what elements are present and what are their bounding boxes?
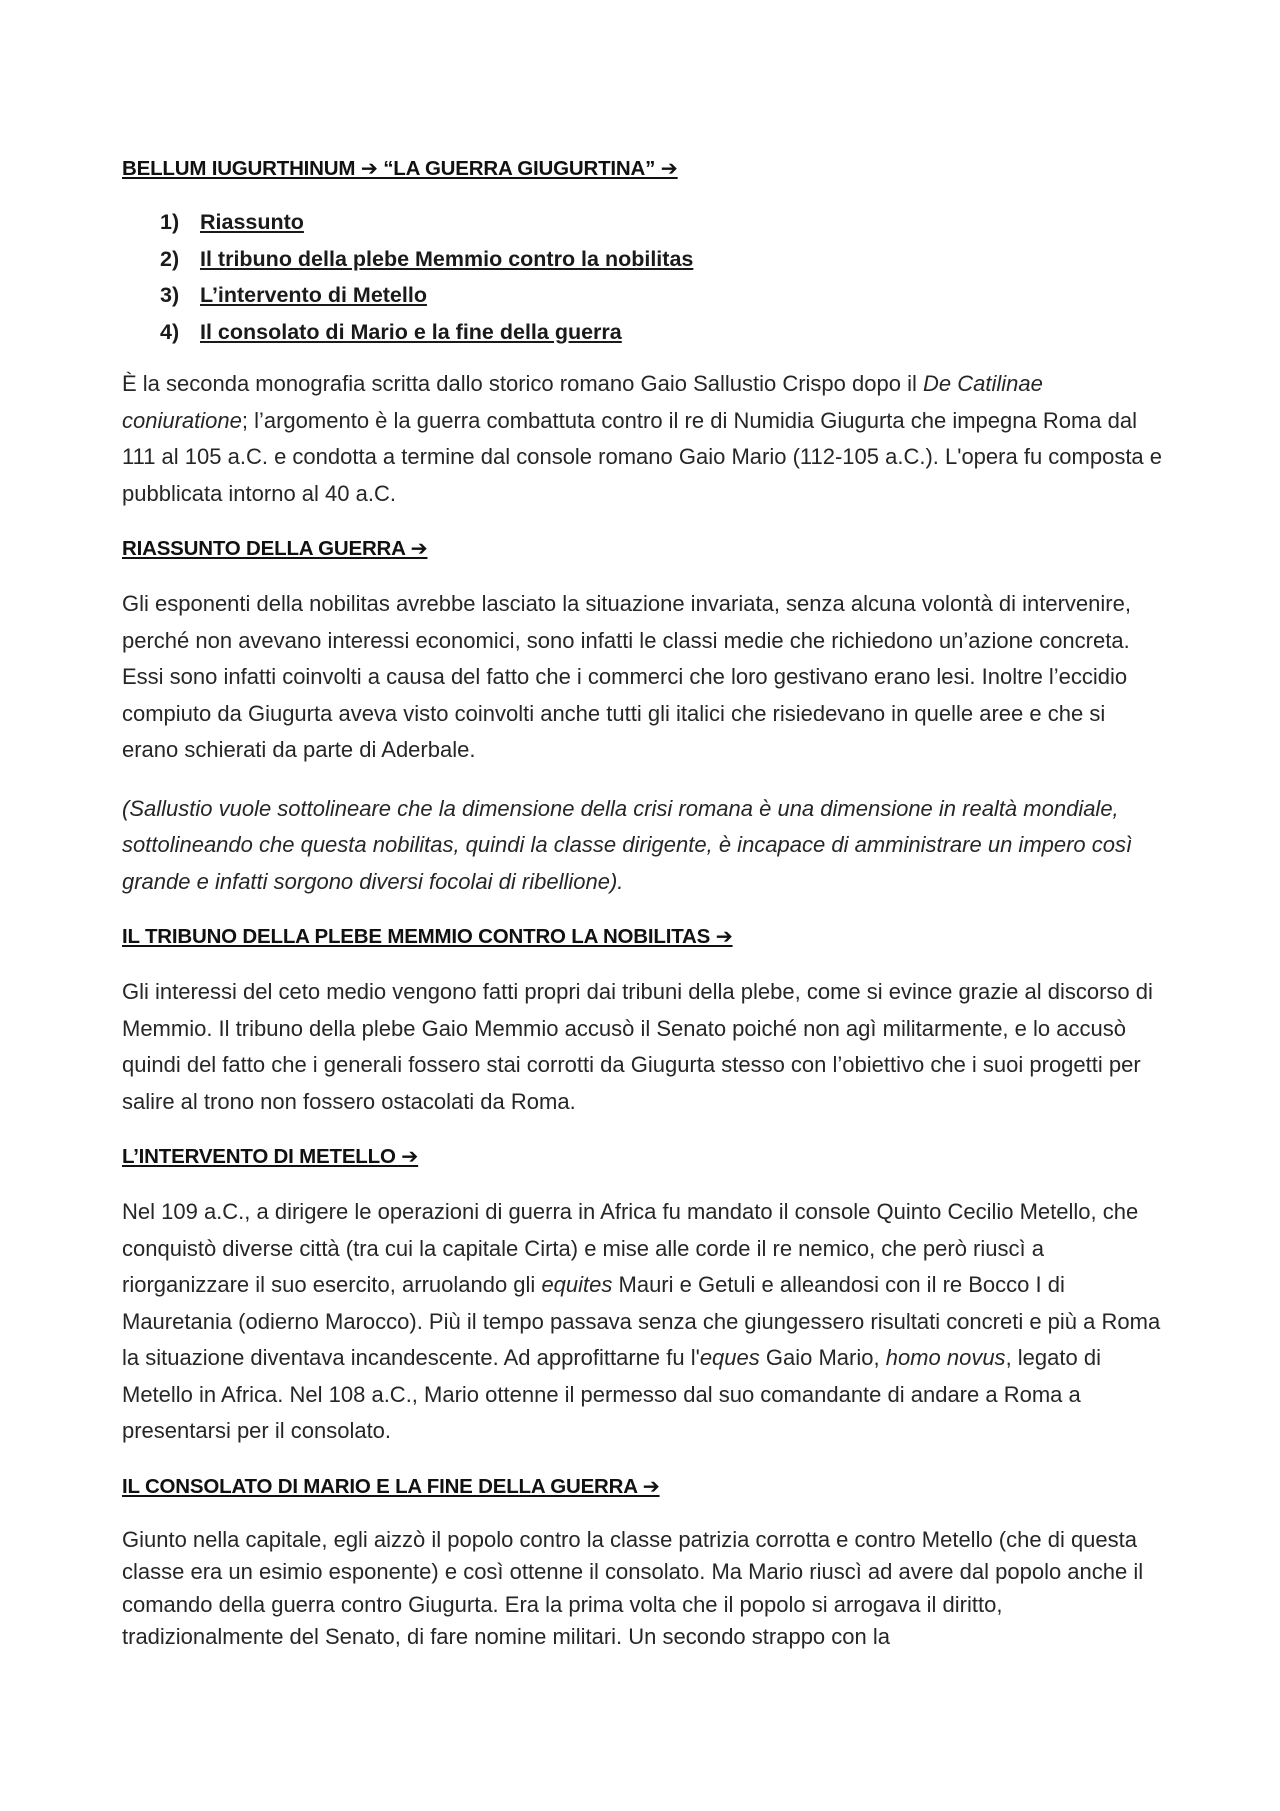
metello-text-2: Mauri e Getuli e alleandosi con il re Bocco I di Mauretania (odierno Marocco). Più il tempo passava senza che giungessero risultati concreti e più a Roma la situazione diventava incandescente. Ad approfittarne fu l' [122,1272,1161,1370]
toc-item-1 [160,204,1162,241]
intro-work-title: De Catilinae coniuratione [122,371,1043,433]
intro-text-2: ; l’argomento è la guerra combattuta contro il re di Numidia Giugurta che impegna Roma dal 111 al 105 a.C. e condotta a termine dal console romano Gaio Mario (112-105 a.C.). L'opera fu composta e pubblicata intorno al 40 a.C. [122,407,1163,506]
toc-number: 2) [160,246,180,271]
section-heading-tribuno: IL TRIBUNO DELLA PLEBE MEMMIO CONTRO LA NOBILITAS ➔ [122,925,733,948]
toc-number: 4) [160,319,180,344]
riassunto-note: (Sallustio vuole sottolineare che la dimensione della crisi romana è una dimensione in realtà mondiale, sottolineando che questa nobilitas, quindi la classe dirigente, è incapace di amministrare un impero così grande e infatti sorgono diversi focolai di ribellione). [122,795,1133,894]
metello-homo-novus: homo novus [885,1345,1006,1370]
metello-text-4: , legato di Metello in Africa. Nel 108 a.C., Mario ottenne il permesso dal suo comandante di andare a Roma a presentarsi per il consolato. [122,1345,1101,1443]
metello-text-1: Nel 109 a.C., a dirigere le operazioni di guerra in Africa fu mandato il console Quinto Cecilio Metello, che conquistò diverse città (tra cui la capitale Cirta) e mise alle corde il re nemico, che però riuscì a riorganizzare il suo esercito, arruolando gli [122,1199,1139,1297]
section-heading-consolato: IL CONSOLATO DI MARIO E LA FINE DELLA GUERRA ➔ [122,1474,660,1498]
intro-text-1: È la seconda monografia scritta dallo storico romano Gaio Sallustio Crispo dopo il [122,371,923,396]
document-title: BELLUM IUGURTHINUM ➔ “LA GUERRA GIUGURTINA” ➔ [122,157,678,180]
toc-item-4 [160,314,1162,351]
toc-label: Riassunto [200,210,304,234]
intro-paragraph [122,366,1162,512]
tribuno-paragraph: Gli interessi del ceto medio vengono fatti propri dai tribuni della plebe, come si evince grazie al discorso di Memmio. Il tribuno della plebe Gaio Memmio accusò il Senato poiché non agì militarmente, e lo accusò quindi del fatto che i generali fossero stai corrotti da Giugurta stesso con l’obiettivo che i suoi progetti per salire al trono non fossero ostacolati da Roma. [122,979,1153,1114]
metello-equites: equites [541,1272,613,1297]
riassunto-paragraph: Gli esponenti della nobilitas avrebbe lasciato la situazione invariata, senza alcuna volontà di intervenire, perché non avevano interessi economici, sono infatti le classi medie che richiedono un’azione concreta. Essi sono infatti coinvolti a causa del fatto che i commerci che loro gestivano erano lesi. Inoltre l’eccidio compiuto da Giugurta aveva visto coinvolti anche tutti gli italici che risiedevano in quelle aree e che si erano schierati da parte di Aderbale. [122,591,1131,762]
consolato-paragraph: Giunto nella capitale, egli aizzò il popolo contro la classe patrizia corrotta e contro Metello (che di questa classe era un esimio esponente) e così ottenne il consolato. Ma Mario riuscì ad avere dal popolo anche il comando della guerra contro Giugurta. Era la prima volta che il popolo si arrogava il diritto, tradizionalmente del Senato, di fare nomine militari. Un secondo strappo con la [122,1526,1144,1649]
metello-eques: eques [699,1345,760,1370]
toc-label: Il consolato di Mario e la fine della guerra [200,319,622,344]
table-of-contents [122,204,1162,350]
metello-paragraph [122,1194,1162,1450]
toc-item-3 [160,277,1162,314]
toc-label: Il tribuno della plebe Memmio contro la nobilitas [200,246,694,271]
section-heading-riassunto: RIASSUNTO DELLA GUERRA ➔ [122,537,428,560]
toc-number: 1) [160,210,180,234]
section-heading-metello: L’INTERVENTO DI METELLO ➔ [122,1145,419,1168]
document-page [122,154,1162,1654]
metello-text-3: Gaio Mario, [759,1345,886,1370]
toc-item-2 [160,241,1162,278]
toc-label: L’intervento di Metello [200,283,427,307]
toc-number: 3) [160,283,180,307]
